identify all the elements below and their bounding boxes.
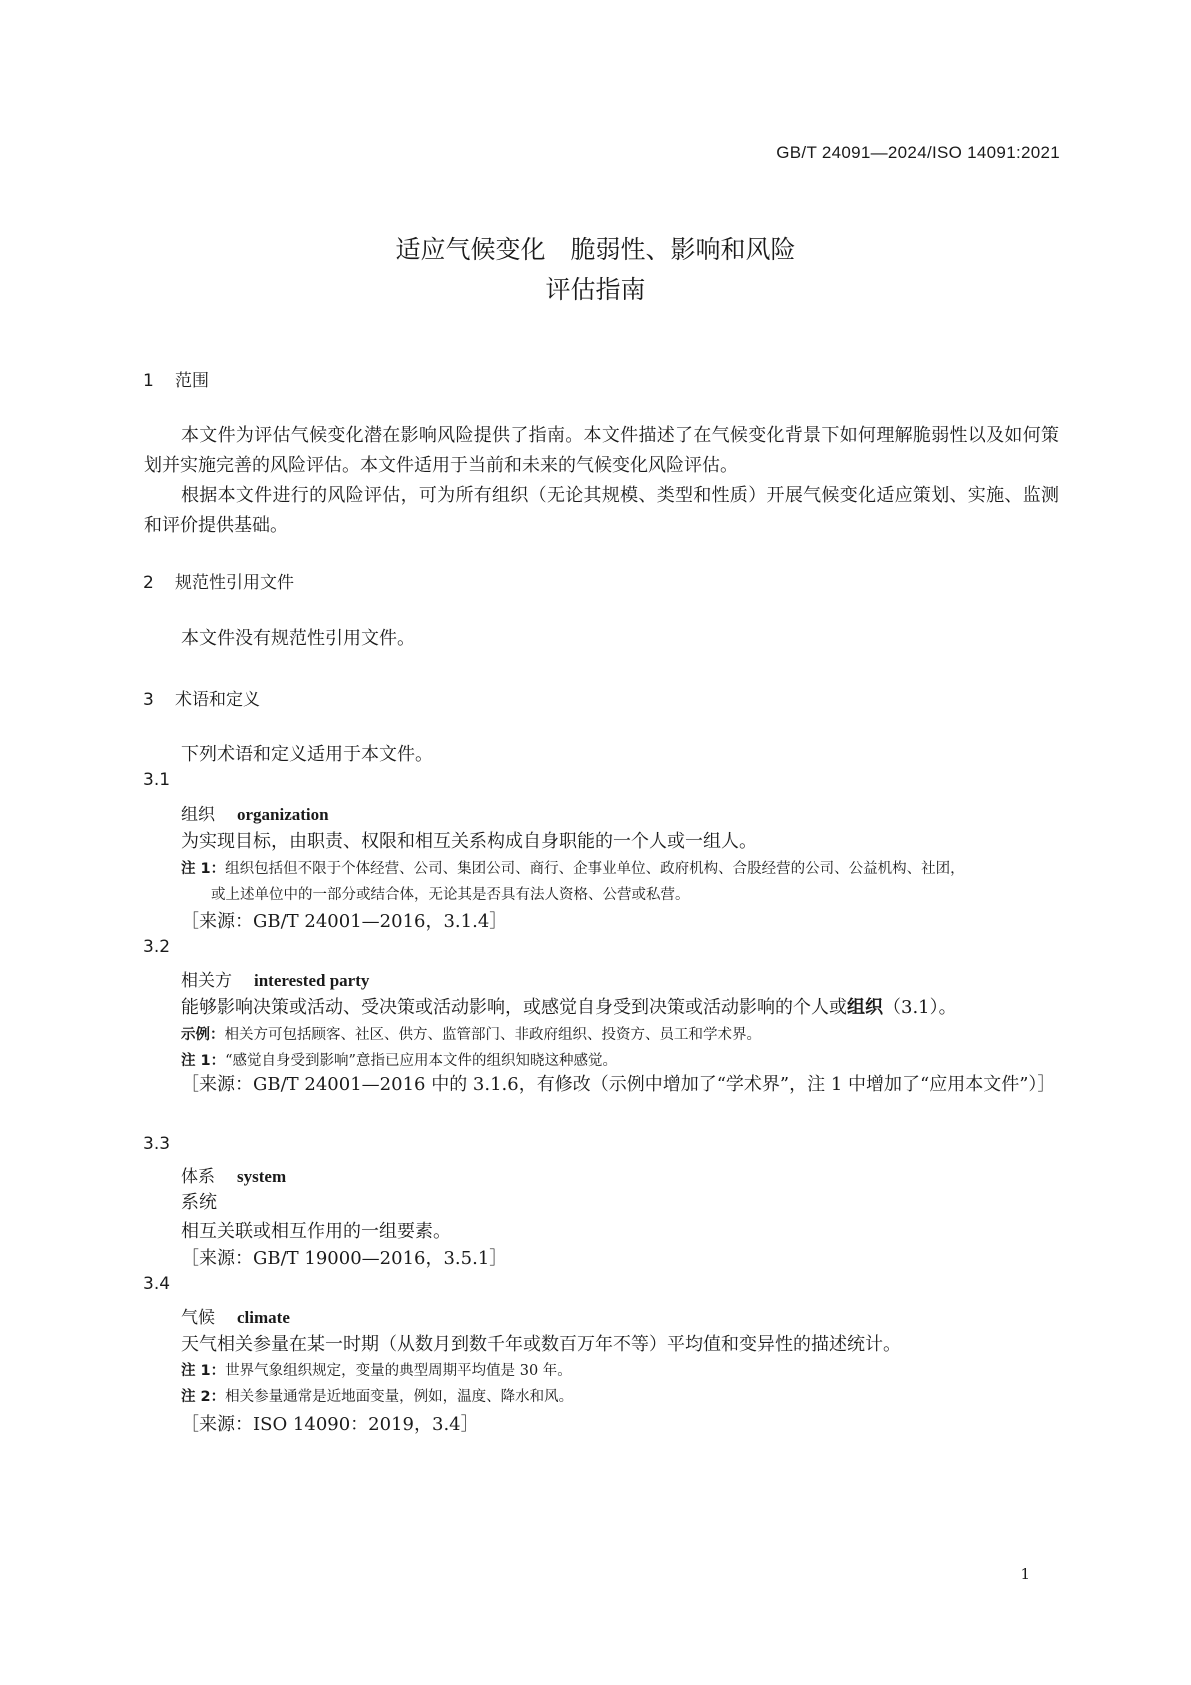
section-3-heading [143,685,260,710]
term-admitted: 系统 [181,1192,217,1213]
term-source: ［来源：GB/T 19000—2016，3.5.1］ [181,1248,508,1269]
example-label: 示例： [181,1027,225,1043]
term-zh: 气候 [181,1308,215,1328]
term-number: 3.1 [143,770,171,790]
section-number: 3 [143,690,154,710]
term-zh: 组织 [181,805,215,825]
term-example [181,1023,761,1044]
page-title-line2: 评估指南 [545,275,646,304]
section-number: 2 [143,573,154,593]
note-label: 注 1： [181,1053,226,1069]
term-definition: 天气相关参量在某一时期（从数月到数千年或数百万年不等）平均值和变异性的描述统计。 [181,1334,901,1355]
note-text: 组织包括但不限于个体经营、公司、集团公司、商行、企事业单位、政府机构、合股经营的公司、公益机构、社团， [225,861,965,877]
example-text: 相关方可包括顾客、社区、供方、监管部门、非政府组织、投资方、员工和学术界。 [224,1027,761,1043]
definition-text: 能够影响决策或活动、受决策或活动影响，或感觉自身受到决策或活动影响的个人或 [181,997,847,1018]
section-2-heading [143,568,294,593]
section-title: 范围 [175,371,209,391]
term-source: ［来源：GB/T 24001—2016 中的 3.1.6，有修改（示例中增加了“学术界”，注 1 中增加了“应用本文件”）］ [181,1074,1056,1095]
term-heading [181,800,329,825]
term-note [181,1049,617,1070]
page-number: 1 [1020,1565,1030,1583]
term-definition [181,993,957,1019]
section-number: 1 [143,371,154,391]
note-label: 注 2： [181,1389,226,1405]
section-1-paragraph-1: 本文件为评估气候变化潜在影响风险提供了指南。本文件描述了在气候变化背景下如何理解脆弱性以及如何策划并实施完善的风险评估。本文件适用于当前和未来的气候变化风险评估。 [144,425,1059,476]
term-source: ［来源：GB/T 24001—2016，3.1.4］ [181,911,508,932]
term-heading [181,966,369,991]
term-zh: 相关方 [181,971,232,991]
note-text: “感觉自身受到影响”意指已应用本文件的组织知晓这种感觉。 [225,1053,617,1069]
term-note [181,1359,572,1380]
term-definition: 相互关联或相互作用的一组要素。 [181,1221,451,1242]
term-number: 3.3 [143,1134,171,1154]
term-source: ［来源：ISO 14090：2019，3.4］ [181,1414,479,1435]
definition-text: （3.1）。 [883,997,957,1018]
term-en: system [237,1167,287,1186]
term-en: organization [237,805,329,824]
section-title: 术语和定义 [175,690,260,710]
section-2-paragraph: 本文件没有规范性引用文件。 [181,628,415,649]
note-label: 注 1： [181,1363,226,1379]
term-number: 3.2 [143,937,171,957]
page-title-line1: 适应气候变化 脆弱性、影响和风险 [395,235,796,264]
term-reference: 组织 [847,997,883,1018]
term-en: interested party [254,971,370,990]
term-en: climate [237,1308,290,1327]
section-1-paragraph-2: 根据本文件进行的风险评估，可为所有组织（无论其规模、类型和性质）开展气候变化适应策划、实施、监测和评价提供基础。 [144,485,1059,536]
section-3-intro: 下列术语和定义适用于本文件。 [181,744,433,765]
term-zh: 体系 [181,1167,215,1187]
term-heading [181,1162,286,1187]
term-note-continuation: 或上述单位中的一部分或结合体，无论其是否具有法人资格、公营或私营。 [211,887,690,903]
note-text: 世界气象组织规定，变量的典型周期平均值是 30 年。 [225,1363,572,1379]
term-definition: 为实现目标，由职责、权限和相互关系构成自身职能的一个人或一组人。 [181,831,757,852]
standard-code: GB/T 24091—2024/ISO 14091:2021 [776,143,1060,162]
section-title: 规范性引用文件 [175,573,294,593]
term-note [181,857,965,878]
note-label: 注 1： [181,861,226,877]
note-text: 相关参量通常是近地面变量，例如，温度、降水和风。 [225,1389,574,1405]
term-number: 3.4 [143,1274,171,1294]
section-1-heading [143,366,209,391]
term-heading [181,1303,290,1328]
term-note [181,1385,573,1406]
